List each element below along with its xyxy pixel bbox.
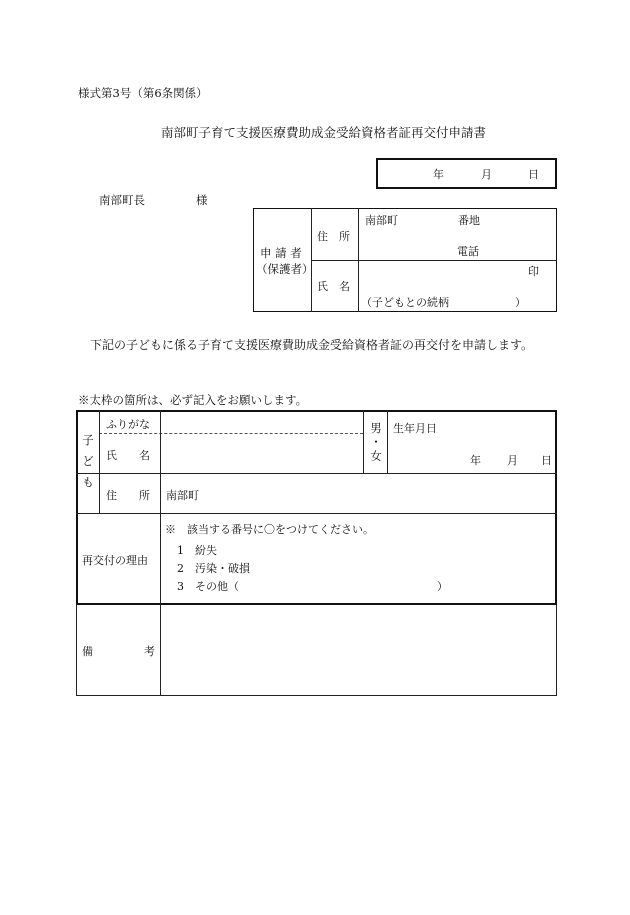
- birth-day[interactable]: 日: [541, 454, 552, 467]
- remarks-label-left: 備: [82, 645, 93, 658]
- child-vertical-label-1: 子: [82, 433, 94, 447]
- child-col-divider-4: [387, 410, 388, 473]
- applicant-divider-row: [311, 260, 557, 261]
- reason-option-damaged[interactable]: 2 汚染・破損: [177, 562, 250, 575]
- furigana-dashed-line: [99, 433, 363, 434]
- addressee-honorific: 様: [196, 193, 208, 207]
- child-row-divider-2: [76, 513, 557, 514]
- birth-month[interactable]: 月: [507, 454, 518, 467]
- child-col-divider-1: [99, 410, 100, 513]
- applicant-address-label: 住 所: [317, 230, 350, 243]
- furigana-input[interactable]: [162, 412, 362, 432]
- child-name-label: 氏 名: [106, 449, 150, 462]
- applicant-seal: 印: [528, 265, 539, 278]
- date-day: 日: [528, 168, 539, 181]
- remarks-label-right: 考: [144, 645, 155, 658]
- applicant-label-1: 申 請 者: [260, 246, 302, 260]
- applicant-relationship[interactable]: （子どもとの続柄 ）: [361, 296, 526, 309]
- applicant-name-label: 氏 名: [317, 280, 350, 293]
- remarks-input[interactable]: [162, 607, 555, 694]
- furigana-label: ふりがな: [106, 418, 150, 431]
- date-year: 年: [433, 168, 444, 181]
- form-title: 南部町子育て支援医療費助成金受給資格者証再交付申請書: [161, 125, 487, 140]
- date-month: 月: [481, 168, 492, 181]
- applicant-phone-label[interactable]: 電話: [457, 245, 479, 258]
- form-number: 様式第3号（第6条関係）: [78, 86, 208, 100]
- reason-instruction: ※ 該当する番号に〇をつけてください。: [165, 523, 374, 536]
- remarks-divider: [160, 605, 161, 696]
- sex-separator: ・: [370, 435, 382, 449]
- child-address-label: 住 所: [106, 489, 150, 502]
- child-vertical-label-2: ど: [82, 454, 94, 468]
- sex-male[interactable]: 男: [370, 421, 382, 435]
- child-address-value[interactable]: 南部町: [166, 489, 199, 502]
- child-col-divider-3: [363, 410, 364, 473]
- applicant-address-banchi: 番地: [458, 214, 480, 227]
- reason-label: 再交付の理由: [82, 554, 148, 567]
- birthdate-label: 生年月日: [393, 422, 437, 435]
- child-vertical-label-3: も: [82, 475, 94, 489]
- child-name-input[interactable]: [162, 436, 362, 472]
- applicant-address-town[interactable]: 南部町: [365, 214, 398, 227]
- birth-year[interactable]: 年: [470, 454, 481, 467]
- request-sentence: 下記の子どもに係る子育て支援医療費助成金受給資格者証の再交付を申請します。: [90, 338, 534, 352]
- addressee-name: 南部町長: [99, 193, 145, 207]
- child-col-divider-2: [160, 410, 161, 605]
- required-note: ※太枠の箇所は、必ず記入をお願いします。: [78, 393, 308, 407]
- applicant-label-2: （保護者）: [256, 262, 314, 276]
- reason-option-other[interactable]: 3 その他（ ）: [177, 580, 448, 593]
- reason-option-lost[interactable]: 1 紛失: [177, 544, 217, 557]
- sex-female[interactable]: 女: [370, 449, 382, 463]
- child-row-divider-1: [76, 473, 557, 474]
